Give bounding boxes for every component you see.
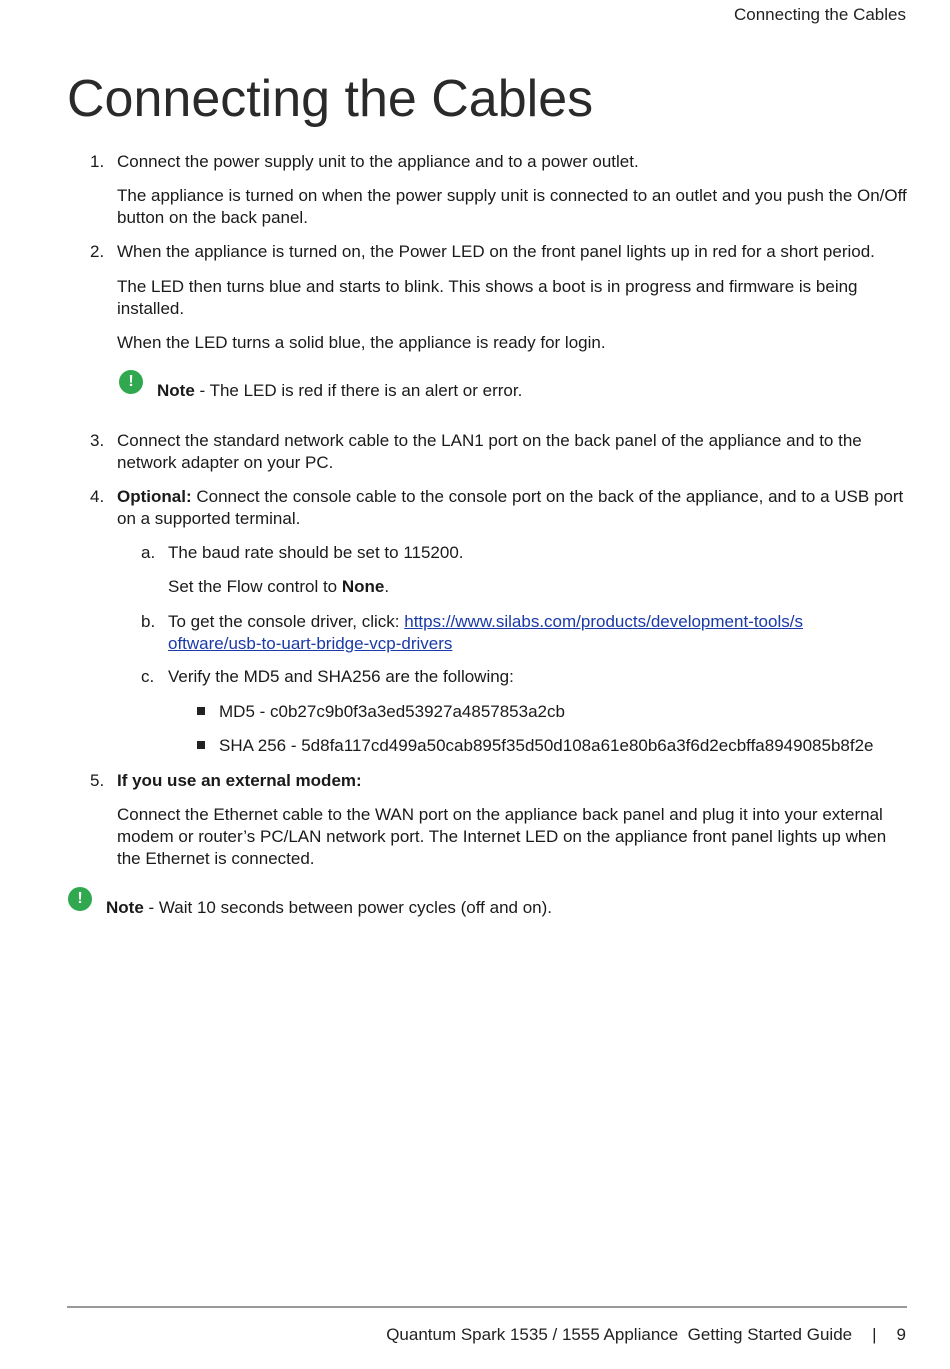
footer-separator: | <box>872 1325 877 1344</box>
step-1-number: 1. <box>90 152 105 171</box>
footer <box>386 1324 906 1346</box>
note-text: - Wait 10 seconds between power cycles (off and on). <box>143 898 552 917</box>
flow-control-post: . <box>384 577 390 596</box>
step-3-text: Connect the standard network cable to the LAN1 port on the back panel of the appliance and to the network adapter on your PC. <box>117 431 862 472</box>
guide-title: Quantum Spark 1535 / 1555 Appliance Getting Started Guide <box>386 1325 853 1344</box>
driver-prefix: To get the console driver, click: <box>168 612 405 631</box>
step-4b-letter: b. <box>141 612 156 631</box>
step-5-number: 5. <box>90 771 105 790</box>
flow-control-pre: Set the Flow control to <box>168 577 342 596</box>
info-icon: ! <box>119 370 143 394</box>
optional-label: Optional: <box>117 487 192 506</box>
flow-control-value: None <box>341 577 385 596</box>
step-4a-text: The baud rate should be set to 115200. <box>168 543 464 562</box>
step-4b-text <box>168 611 808 655</box>
step-5-heading <box>117 770 917 792</box>
external-modem-label: If you use an external modem: <box>117 771 362 790</box>
step-1-text: Connect the power supply unit to the appliance and to a power outlet. <box>117 152 639 171</box>
step-3-number: 3. <box>90 431 105 450</box>
step-4a-letter: a. <box>141 543 156 562</box>
step-5-detail: Connect the Ethernet cable to the WAN port on the appliance back panel and plug it into your external modem or router’s PC/LAN network port. The Internet LED on the appliance front panel lights up when the Ethernet is connected. <box>117 805 887 868</box>
page-title: Connecting the Cables <box>67 70 594 128</box>
step-4-text <box>117 486 917 530</box>
md5-hash: MD5 - c0b27c9b0f3a3ed53927a4857853a2cb <box>219 702 565 721</box>
note-power-cycles <box>106 897 806 919</box>
note-label: Note <box>106 898 144 917</box>
page-number: 9 <box>896 1325 906 1344</box>
sha256-hash: SHA 256 - 5d8fa117cd499a50cab895f35d50d108a61e80b6a3f6d2ecbffa8949085b8f2e <box>219 736 874 755</box>
step-2-detail-1: The LED then turns blue and starts to blink. This shows a boot is in progress and firmware is being installed. <box>117 277 858 318</box>
step-4c-letter: c. <box>141 667 155 686</box>
step-4c-text: Verify the MD5 and SHA256 are the following: <box>168 667 514 686</box>
note-led <box>157 380 857 402</box>
step-2-detail-2: When the LED turns a solid blue, the appliance is ready for login. <box>117 333 606 352</box>
step-4-number: 4. <box>90 487 105 506</box>
footer-divider <box>67 1306 907 1308</box>
step-2-number: 2. <box>90 242 105 261</box>
running-header: Connecting the Cables <box>733 5 906 24</box>
note-label: Note <box>157 381 195 400</box>
info-icon: ! <box>68 887 92 911</box>
step-4-body: Connect the console cable to the console port on the back of the appliance, and to a USB port on a supported terminal. <box>117 487 904 528</box>
bullet-icon <box>197 741 205 749</box>
step-1-detail: The appliance is turned on when the power supply unit is connected to an outlet and you push the On/Off button on the back panel. <box>117 186 907 227</box>
bullet-icon <box>197 707 205 715</box>
driver-link[interactable]: https://www.silabs.com/products/development-tools/software/usb-to-uart-bridge-vcp-drivers <box>168 612 803 653</box>
step-4a-detail <box>168 576 908 598</box>
note-text: - The LED is red if there is an alert or error. <box>194 381 523 400</box>
step-2-text: When the appliance is turned on, the Power LED on the front panel lights up in red for a short period. <box>117 242 875 261</box>
